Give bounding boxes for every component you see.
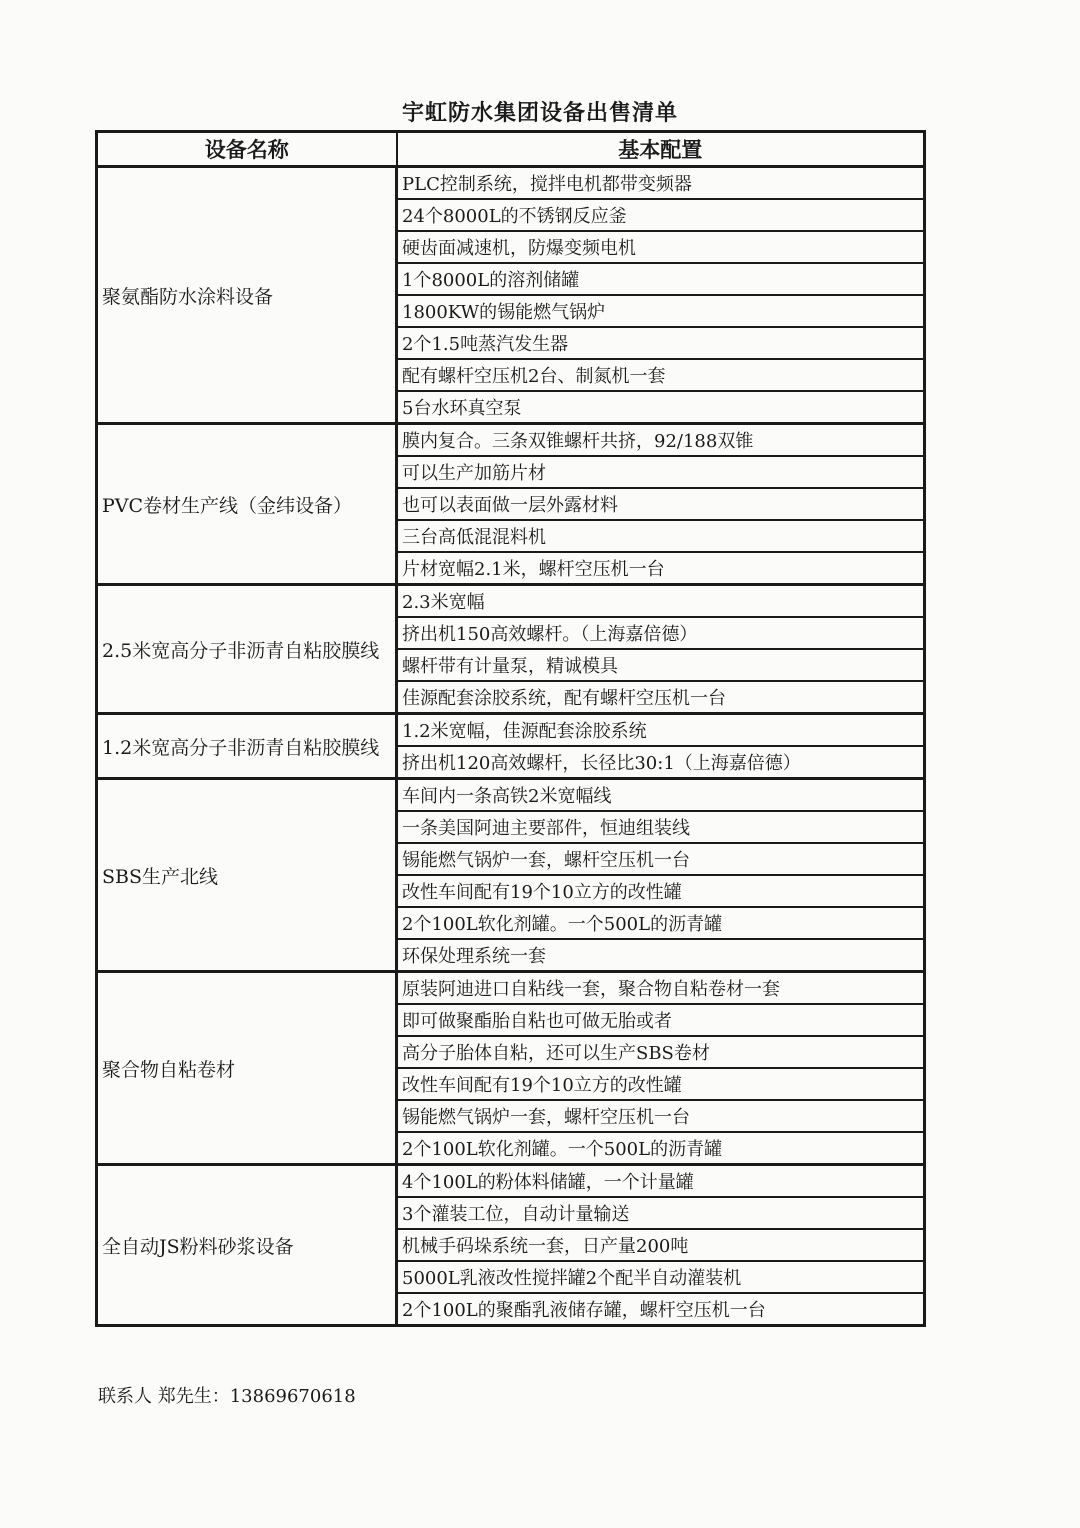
config-cell: 锡能燃气锅炉一套，螺杆空压机一台 [397, 843, 925, 875]
config-cell: 24个8000L的不锈钢反应釜 [397, 199, 925, 231]
config-cell: 硬齿面减速机，防爆变频电机 [397, 231, 925, 263]
config-cell: 佳源配套涂胶系统，配有螺杆空压机一台 [397, 681, 925, 714]
equipment-table [95, 130, 926, 1327]
config-cell: 原装阿迪进口自粘线一套，聚合物自粘卷材一套 [397, 972, 925, 1005]
config-cell: 也可以表面做一层外露材料 [397, 488, 925, 520]
table-row [97, 1165, 925, 1198]
config-cell: 2个100L的聚酯乳液储存罐，螺杆空压机一台 [397, 1293, 925, 1326]
config-cell: PLC控制系统，搅拌电机都带变频器 [397, 167, 925, 200]
config-cell: 挤出机120高效螺杆，长径比30:1（上海嘉倍德） [397, 746, 925, 779]
table-row [97, 167, 925, 200]
config-cell: 5台水环真空泵 [397, 391, 925, 424]
config-cell: 2.3米宽幅 [397, 585, 925, 618]
table-row [97, 585, 925, 618]
config-cell: 4个100L的粉体料储罐，一个计量罐 [397, 1165, 925, 1198]
table-row [97, 972, 925, 1005]
config-cell: 改性车间配有19个10立方的改性罐 [397, 1068, 925, 1100]
equipment-name-cell: 1.2米宽高分子非沥青自粘胶膜线 [97, 714, 397, 779]
config-cell: 三台高低混混料机 [397, 520, 925, 552]
equipment-name-cell: SBS生产北线 [97, 779, 397, 972]
table-row [97, 714, 925, 747]
config-cell: 可以生产加筋片材 [397, 456, 925, 488]
table-body [97, 167, 925, 1326]
config-cell: 挤出机150高效螺杆。（上海嘉倍德） [397, 617, 925, 649]
config-cell: 2个100L软化剂罐。一个500L的沥青罐 [397, 907, 925, 939]
config-cell: 锡能燃气锅炉一套，螺杆空压机一台 [397, 1100, 925, 1132]
config-cell: 2个1.5吨蒸汽发生器 [397, 327, 925, 359]
config-cell: 膜内复合。三条双锥螺杆共挤，92/188双锥 [397, 424, 925, 457]
table-header-row [97, 132, 925, 167]
config-cell: 片材宽幅2.1米，螺杆空压机一台 [397, 552, 925, 585]
table-row [97, 779, 925, 812]
equipment-name-cell: 2.5米宽高分子非沥青自粘胶膜线 [97, 585, 397, 714]
config-cell: 配有螺杆空压机2台、制氮机一套 [397, 359, 925, 391]
config-cell: 螺杆带有计量泵，精诚模具 [397, 649, 925, 681]
config-cell: 2个100L软化剂罐。一个500L的沥青罐 [397, 1132, 925, 1165]
config-cell: 即可做聚酯胎自粘也可做无胎或者 [397, 1004, 925, 1036]
equipment-name-cell: PVC卷材生产线（金纬设备） [97, 424, 397, 585]
config-cell: 3个灌装工位，自动计量输送 [397, 1197, 925, 1229]
contact-line: 联系人 郑先生：13869670618 [98, 1386, 356, 1407]
config-cell: 1个8000L的溶剂储罐 [397, 263, 925, 295]
equipment-name-cell: 全自动JS粉料砂浆设备 [97, 1165, 397, 1326]
config-cell: 一条美国阿迪主要部件，恒迪组装线 [397, 811, 925, 843]
config-cell: 5000L乳液改性搅拌罐2个配半自动灌装机 [397, 1261, 925, 1293]
config-cell: 高分子胎体自粘，还可以生产SBS卷材 [397, 1036, 925, 1068]
config-cell: 车间内一条高铁2米宽幅线 [397, 779, 925, 812]
header-equipment-name: 设备名称 [97, 132, 397, 167]
config-cell: 改性车间配有19个10立方的改性罐 [397, 875, 925, 907]
config-cell: 1.2米宽幅，佳源配套涂胶系统 [397, 714, 925, 747]
equipment-name-cell: 聚氨酯防水涂料设备 [97, 167, 397, 424]
table-row [97, 424, 925, 457]
header-basic-config: 基本配置 [397, 132, 925, 167]
config-cell: 环保处理系统一套 [397, 939, 925, 972]
equipment-name-cell: 聚合物自粘卷材 [97, 972, 397, 1165]
config-cell: 1800KW的锡能燃气锅炉 [397, 295, 925, 327]
config-cell: 机械手码垛系统一套，日产量200吨 [397, 1229, 925, 1261]
document-title: 宇虹防水集团设备出售清单 [401, 101, 678, 126]
